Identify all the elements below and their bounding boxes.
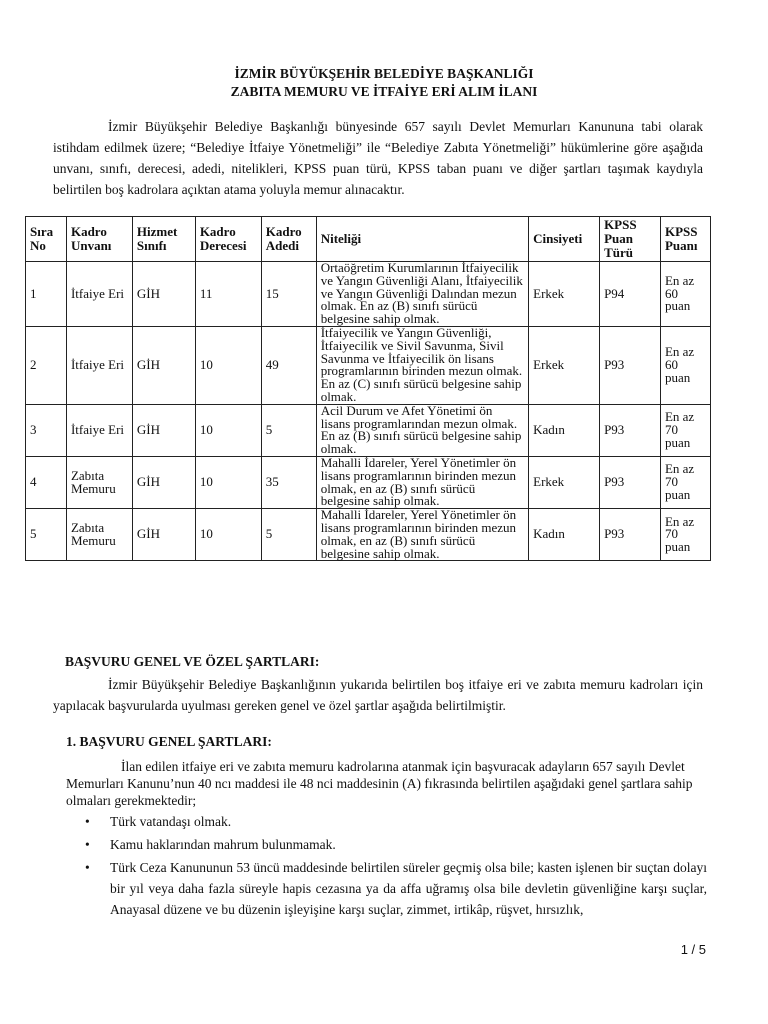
cell-nitelik: Mahalli İdareler, Yerel Yönetimler ön lisans programlarının birinden mezun olmak, en az (B) sınıfı sürücü belgesine sahip olmak. [316,456,528,508]
cell-nitelik: Mahalli İdareler, Yerel Yönetimler ön lisans programlarının birinden mezun olmak, en az (B) sınıfı sürücü belgesine sahip olmak. [316,509,528,561]
cell-sira: 2 [26,326,67,404]
table-row [26,326,711,404]
table-row [26,509,711,561]
cell-cinsiyet: Erkek [529,326,600,404]
bullet-icon: • [85,814,90,829]
requirements-list [85,811,707,922]
cell-puan: En az 60 puan [660,262,710,327]
bullet-icon: • [85,860,90,875]
document-title-line1: İZMİR BÜYÜKŞEHİR BELEDİYE BAŞKANLIĞI [234,66,534,81]
cell-sinif: GİH [132,262,195,327]
list-item [85,857,707,920]
section-heading-general-conditions: 1. BAŞVURU GENEL ŞARTLARI: [66,734,272,749]
cell-puan-turu: P93 [600,456,661,508]
section-general-special-text: İzmir Büyükşehir Belediye Başkanlığının yukarıda belirtilen boş itfaiye eri ve zabıta memuru kadroları için yapılacak başvurularda uyulması gereken genel ve özel şartlar aşağıda belirtilmiştir. [53,677,703,713]
cell-unvan: İtfaiye Eri [66,404,132,456]
list-item-text: Kamu haklarından mahrum bulunmamak. [110,837,336,852]
header-kadro-derecesi: Kadro Derecesi [195,217,261,262]
cell-puan: En az 70 puan [660,404,710,456]
list-item-text: Türk Ceza Kanununun 53 üncü maddesinde belirtilen süreler geçmiş olsa bile; kasten işlenen bir suçtan dolayı bir yıl veya daha fazla süreyle hapis cezasına ya da affa uğramış olsa bile devletin güvenliğine karşı suçlar, Anayasal düzene ve bu düzenin işleyişine karşı suçlar, zimmet, irtikâp, rüşvet, hırsızlık, [110,860,707,917]
cell-puan: En az 70 puan [660,456,710,508]
cell-derece: 10 [195,456,261,508]
cell-adet: 5 [261,404,316,456]
cell-adet: 5 [261,509,316,561]
document-title-line2: ZABITA MEMURU VE İTFAİYE ERİ ALIM İLANI [230,84,538,99]
positions-table [25,216,711,561]
header-kpss-puani: KPSS Puanı [660,217,710,262]
cell-nitelik: İtfaiyecilik ve Yangın Güvenliği, İtfaiyecilik ve Sivil Savunma, Sivil Savunma ve İtfaiyecilik ön lisans programlarının birinden mezun olmak. En az (C) sınıfı sürücü belgesine sahip olmak. [316,326,528,404]
cell-sinif: GİH [132,404,195,456]
table-row [26,456,711,508]
cell-puan-turu: P93 [600,326,661,404]
header-sira-no: Sıra No [26,217,67,262]
header-kadro-unvani: Kadro Unvanı [66,217,132,262]
cell-puan-turu: P94 [600,262,661,327]
section-general-conditions-text: İlan edilen itfaiye eri ve zabıta memuru kadrolarına atanmak için başvuracak adayların 657 sayılı Devlet Memurları Kanunu’nun 40 ncı maddesi ile 48 nci maddesinin (A) fıkrasında belirtilen aşağıdaki genel şartlara sahip olmaları gerekmektedir; [66,759,693,808]
cell-cinsiyet: Kadın [529,404,600,456]
cell-puan-turu: P93 [600,509,661,561]
list-item-text: Türk vatandaşı olmak. [110,814,232,829]
cell-sinif: GİH [132,509,195,561]
page-number: 1 / 5 [680,942,706,957]
table-row [26,262,711,327]
table-header-row [26,217,711,262]
cell-sira: 4 [26,456,67,508]
header-hizmet-sinifi: Hizmet Sınıfı [132,217,195,262]
cell-cinsiyet: Kadın [529,509,600,561]
bullet-icon: • [85,837,90,852]
cell-sira: 1 [26,262,67,327]
header-niteligi: Niteliği [316,217,528,262]
cell-derece: 11 [195,262,261,327]
section-heading-general-special: BAŞVURU GENEL VE ÖZEL ŞARTLARI: [65,654,320,669]
cell-nitelik: Ortaöğretim Kurumlarının İtfaiyecilik ve Yangın Güvenliği Alanı, İtfaiyecilik ve Yangın Güvenliği Dalından mezun olmak. En az (B) sınıfı sürücü belgesine sahip olmak. [316,262,528,327]
cell-nitelik: Acil Durum ve Afet Yönetimi ön lisans programlarından mezun olmak. En az (B) sınıfı sürücü belgesine sahip olmak. [316,404,528,456]
cell-unvan: Zabıta Memuru [66,456,132,508]
list-item [85,811,707,832]
cell-puan: En az 60 puan [660,326,710,404]
cell-adet: 35 [261,456,316,508]
cell-sinif: GİH [132,456,195,508]
cell-cinsiyet: Erkek [529,262,600,327]
cell-sira: 3 [26,404,67,456]
cell-derece: 10 [195,509,261,561]
cell-cinsiyet: Erkek [529,456,600,508]
intro-paragraph: İzmir Büyükşehir Belediye Başkanlığı bünyesinde 657 sayılı Devlet Memurları Kanununa tabi olarak istihdam edilmek üzere; “Belediye İtfaiye Yönetmeliği” ile “Belediye Zabıta Yönetmeliği” hükümlerine göre aşağıda unvanı, sınıfı, derecesi, adedi, nitelikleri, KPSS puan türü, KPSS taban puanı ve diğer şartları taşımak kaydıyla belirtilen boş kadrolara açıktan atama yoluyla memur alınacaktır. [53,119,703,197]
header-kpss-puan-turu: KPSS Puan Türü [600,217,661,262]
cell-puan: En az 70 puan [660,509,710,561]
cell-adet: 49 [261,326,316,404]
cell-sira: 5 [26,509,67,561]
cell-puan-turu: P93 [600,404,661,456]
cell-derece: 10 [195,404,261,456]
list-item [85,834,707,855]
cell-unvan: İtfaiye Eri [66,326,132,404]
header-cinsiyeti: Cinsiyeti [529,217,600,262]
cell-unvan: Zabıta Memuru [66,509,132,561]
header-kadro-adedi: Kadro Adedi [261,217,316,262]
cell-derece: 10 [195,326,261,404]
cell-adet: 15 [261,262,316,327]
cell-sinif: GİH [132,326,195,404]
table-row [26,404,711,456]
cell-unvan: İtfaiye Eri [66,262,132,327]
